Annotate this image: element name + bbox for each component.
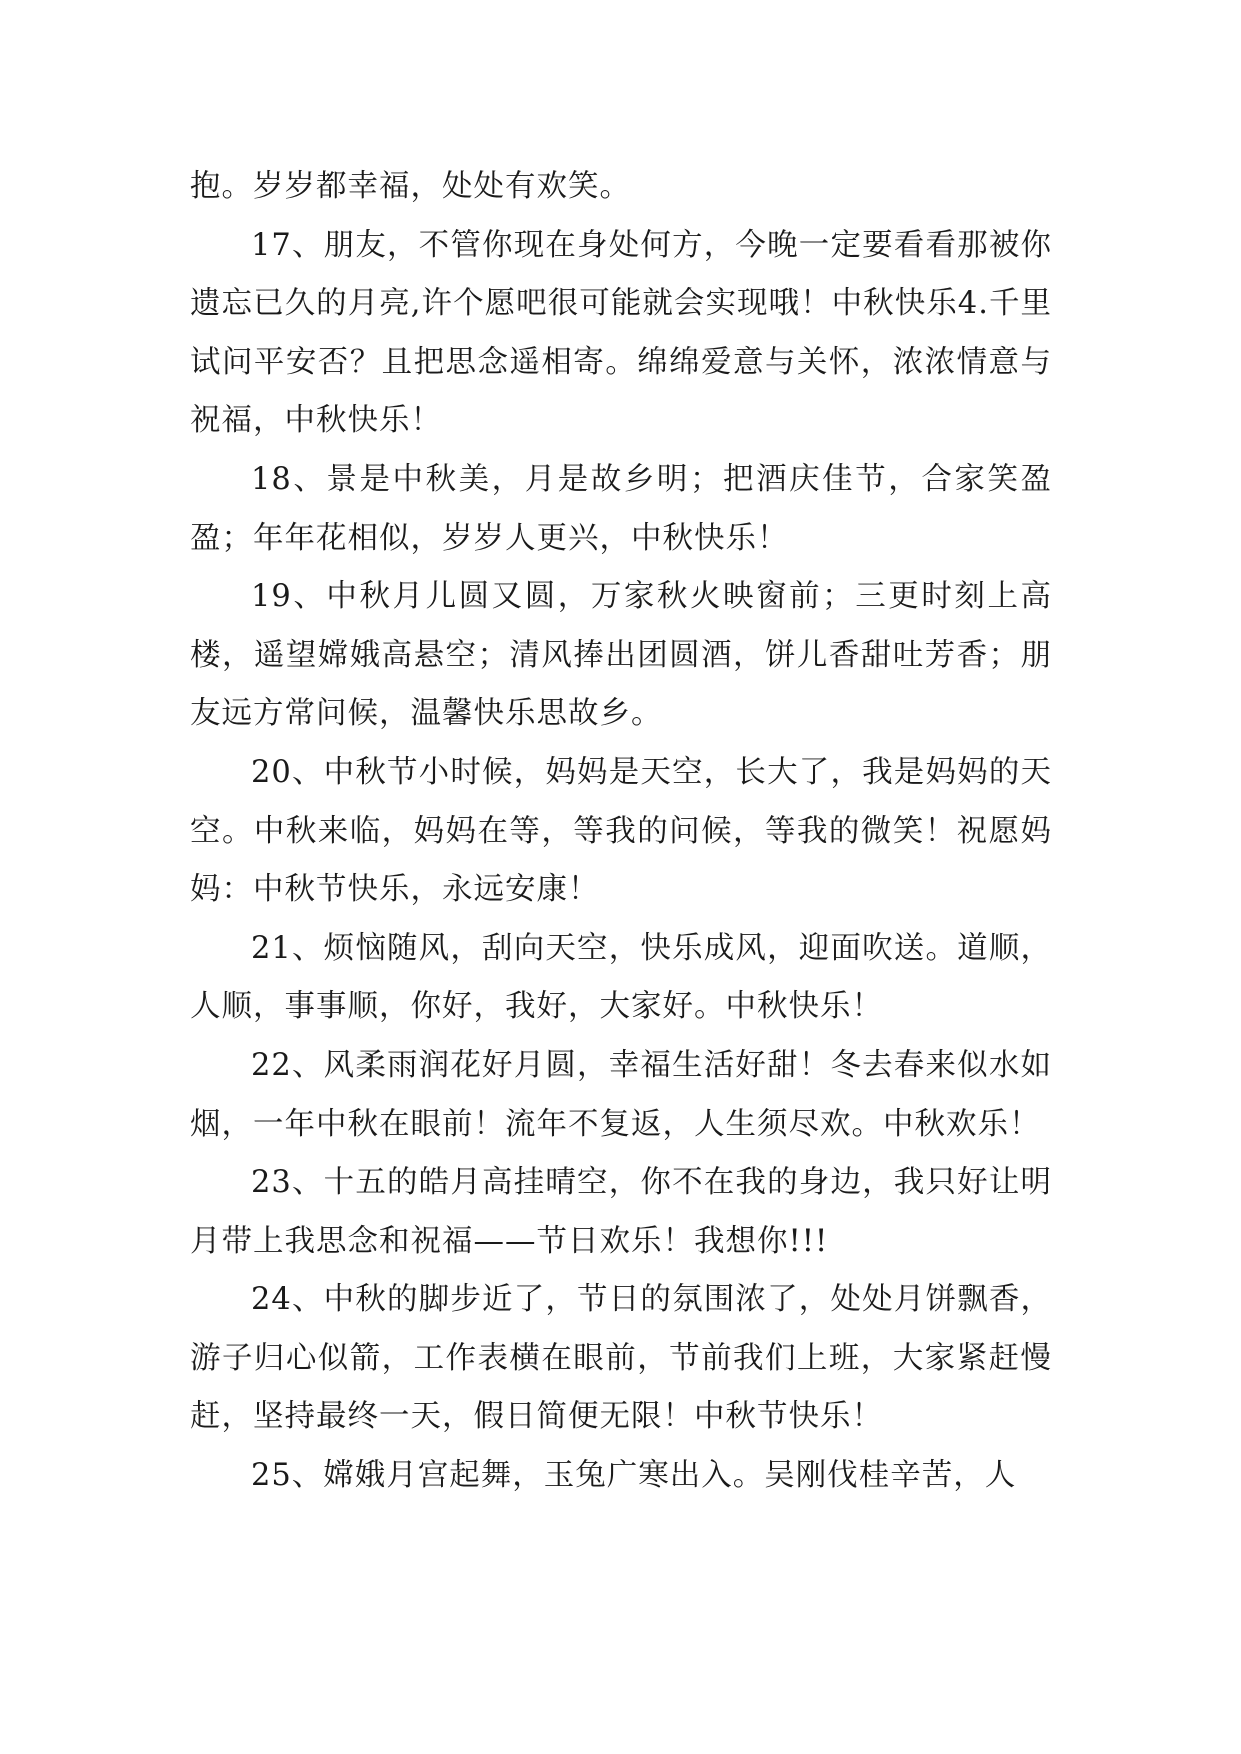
paragraph: 21、烦恼随风，刮向天空，快乐成风，迎面吹送。道顺，人顺，事事顺，你好，我好，大家好。中秋快乐！ [190, 930, 1052, 1025]
document-body [190, 158, 1052, 1506]
paragraph: 23、十五的皓月高挂晴空，你不在我的身边，我只好让明月带上我思念和祝福——节日欢乐！我想你!!! [190, 1165, 1052, 1259]
paragraph: 19、中秋月儿圆又圆，万家秋火映窗前；三更时刻上高楼，遥望嫦娥高悬空；清风捧出团圆酒，饼儿香甜吐芳香；朋友远方常问候，温馨快乐思故乡。 [190, 579, 1052, 732]
paragraph: 24、中秋的脚步近了，节日的氛围浓了，处处月饼飘香，游子归心似箭，工作表横在眼前，节前我们上班，大家紧赶慢赶，坚持最终一天，假日简便无限！中秋节快乐！ [190, 1282, 1052, 1435]
paragraph: 17、朋友，不管你现在身处何方，今晚一定要看看那被你遗忘已久的月亮,许个愿吧很可能就会实现哦！中秋快乐4.千里试问平安否？且把思念遥相寄。绵绵爱意与关怀，浓浓情意与祝福，中秋快乐！ [190, 227, 1052, 439]
paragraph: 抱。岁岁都幸福，处处有欢笑。 [190, 169, 631, 204]
paragraph: 18、景是中秋美，月是故乡明；把酒庆佳节，合家笑盈盈；年年花相似，岁岁人更兴，中秋快乐！ [190, 461, 1052, 556]
paragraph: 20、中秋节小时候，妈妈是天空，长大了，我是妈妈的天空。中秋来临，妈妈在等，等我的问候，等我的微笑！祝愿妈妈：中秋节快乐，永远安康！ [190, 754, 1052, 908]
paragraph: 22、风柔雨润花好月圆，幸福生活好甜！冬去春来似水如烟，一年中秋在眼前！流年不复返，人生须尽欢。中秋欢乐！ [190, 1047, 1052, 1142]
paragraph: 25、嫦娥月宫起舞，玉兔广寒出入。吴刚伐桂辛苦，人 [251, 1458, 1017, 1494]
